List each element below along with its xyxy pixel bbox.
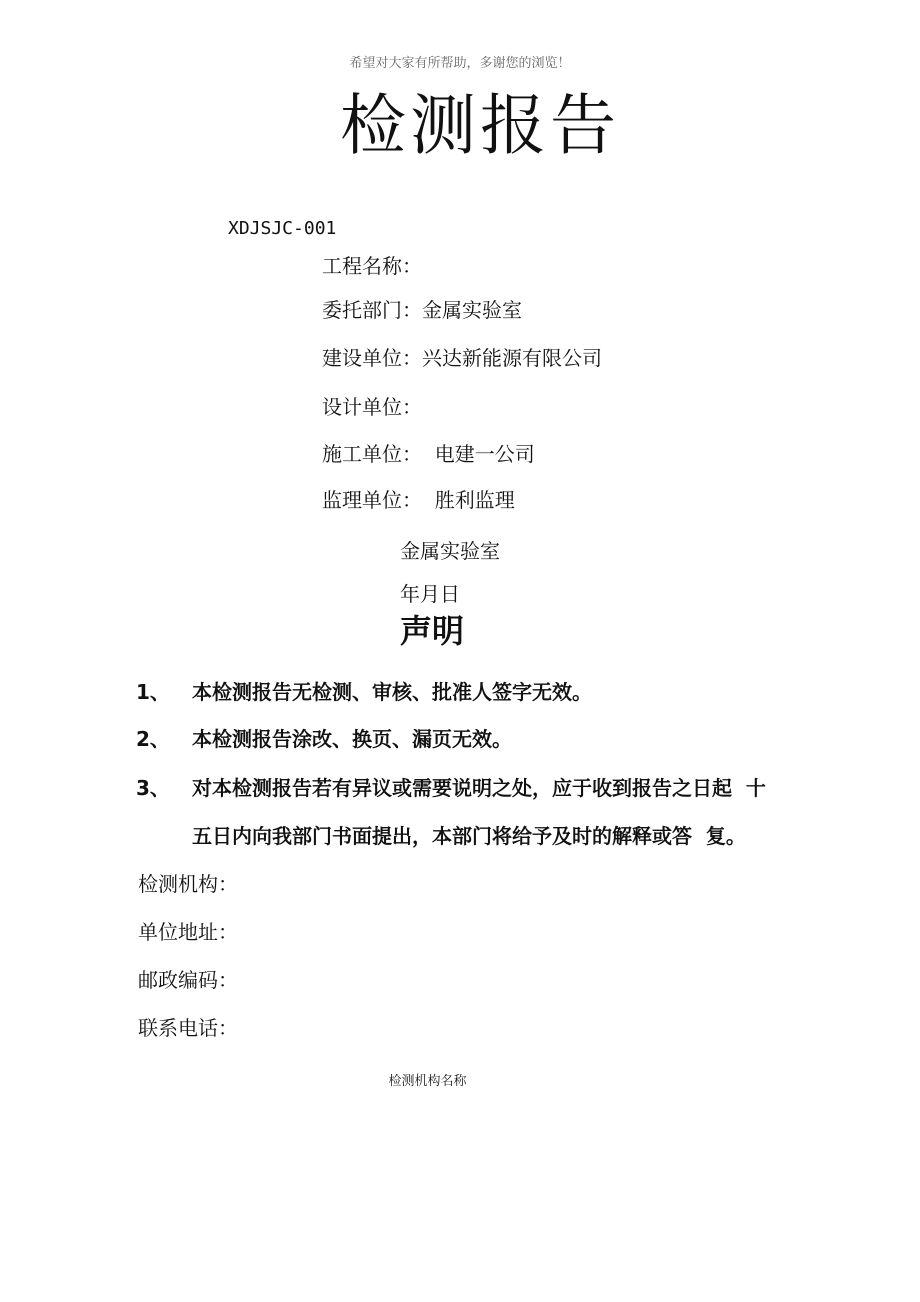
field-value: 兴达新能源有限公司: [422, 346, 602, 370]
contact-postcode: 邮政编码：: [138, 968, 238, 992]
field-builder: [322, 438, 535, 467]
declaration-text: 对本检测报告若有异议或需要说明之处，应于收到报告之日起 十: [192, 776, 766, 800]
declaration-title: 声明: [400, 612, 465, 650]
declaration-text-continued: 五日内向我部门书面提出，本部门将给予及时的解释或答 复。: [192, 824, 746, 848]
field-value: 金属实验室: [422, 298, 522, 322]
field-design-unit: [322, 391, 422, 420]
field-client-dept: [322, 294, 522, 323]
declaration-text: 本检测报告涂改、换页、漏页无效。: [192, 727, 512, 751]
field-construction-unit: [322, 342, 602, 371]
contact-address: 单位地址：: [138, 920, 238, 944]
header-note: 希望对大家有所帮助，多谢您的浏览！: [349, 56, 571, 71]
field-label: 建设单位：: [322, 346, 422, 370]
footer-agency-name: 检测机构名称: [388, 1074, 467, 1089]
field-value: 胜利监理: [422, 488, 515, 512]
report-code: XDJSJC-001: [228, 218, 337, 239]
contact-phone: 联系电话：: [138, 1016, 238, 1040]
field-label: 工程名称：: [322, 254, 422, 278]
field-value: 电建一公司: [422, 442, 535, 466]
issuer: 金属实验室: [400, 539, 500, 563]
page-title: 检测报告: [340, 87, 620, 164]
field-label: 委托部门：: [322, 298, 422, 322]
declaration-number: 3、: [136, 776, 170, 800]
report-date: 年月日: [400, 582, 460, 606]
field-project-name: [322, 250, 422, 279]
field-label: 监理单位：: [322, 488, 422, 512]
declaration-number: 1、: [136, 680, 170, 704]
declaration-text: 本检测报告无检测、审核、批准人签字无效。: [192, 680, 592, 704]
field-label: 设计单位：: [322, 395, 422, 419]
field-supervisor: [322, 484, 515, 513]
declaration-number: 2、: [136, 727, 170, 751]
contact-agency: 检测机构：: [138, 872, 238, 896]
field-label: 施工单位：: [322, 442, 422, 466]
